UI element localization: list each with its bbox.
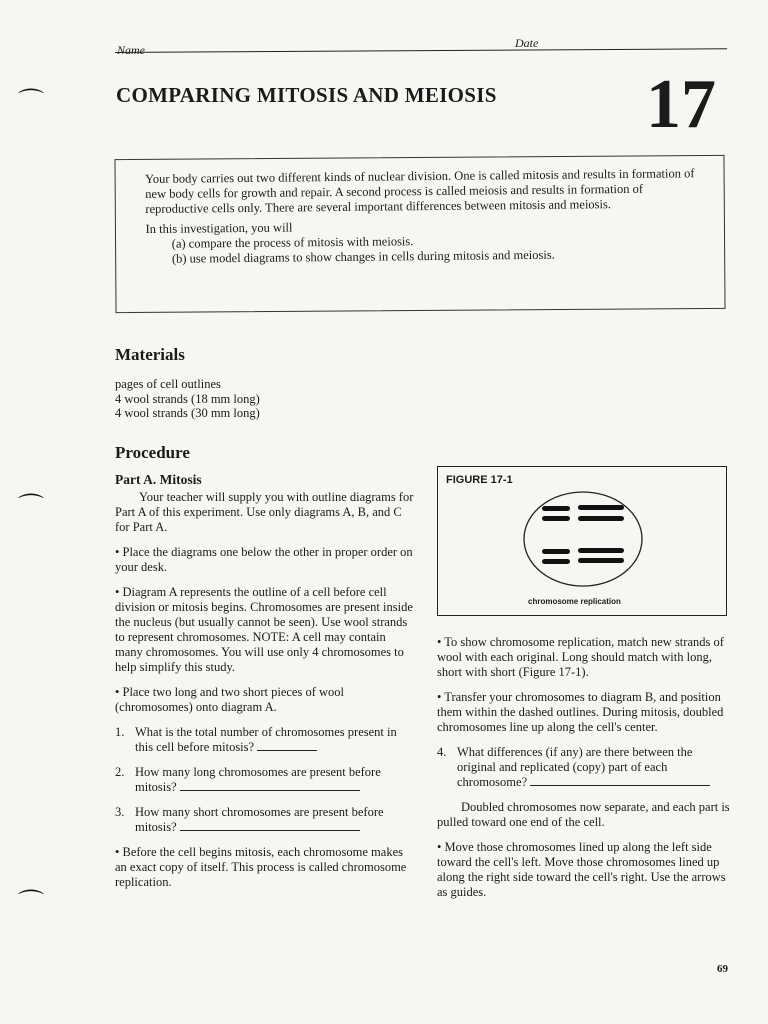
- chromosome: [542, 516, 570, 521]
- question-text: What differences (if any) are there between the original and replicated (copy) part of each chromosome?: [457, 745, 693, 789]
- question-2: [115, 765, 415, 795]
- question-number: 1.: [115, 725, 125, 739]
- answer-blank[interactable]: [257, 750, 317, 751]
- figure-label: FIGURE 17-1: [446, 474, 513, 486]
- question-1: [115, 725, 415, 755]
- answer-blank[interactable]: [180, 830, 360, 831]
- paragraph: Doubled chromosomes now separate, and each part is pulled toward one end of the cell.: [437, 800, 730, 829]
- chromosome: [542, 506, 570, 511]
- question-text: How many long chromosomes are present before mitosis?: [135, 765, 381, 794]
- procedure-heading: Procedure: [115, 443, 190, 462]
- chromosome: [578, 548, 624, 553]
- chromosome-pairs: [542, 505, 624, 564]
- question-4: [437, 745, 730, 790]
- objective-a: (a) compare the process of mitosis with meiosis.: [171, 234, 414, 251]
- margin-mark: ⌒: [18, 889, 45, 919]
- question-number: 4.: [437, 745, 447, 759]
- paragraph: • Transfer your chromosomes to diagram B, and position them within the dashed outlines. During mitosis, doubled chromosomes line up along the cell's center.: [437, 690, 724, 734]
- paragraph: • Place two long and two short pieces of wool (chromosomes) onto diagram A.: [115, 685, 344, 714]
- chromosome: [542, 549, 570, 554]
- paragraph: • Move those chromosomes lined up along the left side toward the cell's left. Move those chromosomes lined up along the right side toward the cell's right. Use the arrows as guides.: [437, 840, 726, 899]
- question-text: How many short chromosomes are present before mitosis?: [135, 805, 384, 834]
- objective-b: (b) use model diagrams to show changes in cells during mitosis and meiosis.: [171, 247, 555, 266]
- materials-list: [115, 377, 260, 421]
- question-3: [115, 805, 415, 835]
- intro-lead: In this investigation, you will: [145, 220, 293, 236]
- name-label: Name: [117, 43, 145, 57]
- figure-caption: chromosome replication: [528, 597, 621, 606]
- page-number: 69: [717, 963, 728, 975]
- question-text: What is the total number of chromosomes present in this cell before mitosis?: [135, 725, 397, 754]
- answer-blank[interactable]: [530, 785, 710, 786]
- chromosome: [578, 516, 624, 521]
- chromosome: [542, 559, 570, 564]
- chromosome: [578, 505, 624, 510]
- paragraph: Your teacher will supply you with outline diagrams for Part A of this experiment. Use only diagrams A, B, and C for Part A.: [115, 490, 414, 534]
- paragraph: • Diagram A represents the outline of a cell before cell division or mitosis begins. Chromosomes are present inside the nucleus (but usually cannot be seen). Use wool strands to represent chromosomes. NOTE: A cell may contain many chromosomes. You will use only 4 chromosomes to help simplify this study.: [115, 585, 413, 674]
- chapter-number: 17: [646, 66, 716, 143]
- intro-text: [145, 166, 701, 267]
- date-label: Date: [515, 36, 539, 50]
- intro-paragraph: Your body carries out two different kinds of nuclear division. One is called mitosis and results in formation of new body cells for growth and repair. A second process is called meiosis and results in formation of reproductive cells only. There are several important differences between mitosis and meiosis.: [145, 166, 695, 216]
- part-a-heading: Part A. Mitosis: [115, 472, 202, 487]
- answer-blank[interactable]: [180, 790, 360, 791]
- question-number: 2.: [115, 765, 125, 779]
- margin-mark: ⌒: [18, 88, 45, 118]
- materials-heading: Materials: [115, 345, 185, 364]
- page-title: COMPARING MITOSIS AND MEIOSIS: [116, 83, 497, 107]
- paragraph: • To show chromosome replication, match new strands of wool with each original. Long should match with long, short with short (Figure 17-1).: [437, 635, 724, 679]
- materials-item: 4 wool strands (18 mm long): [115, 391, 260, 406]
- paragraph: • Place the diagrams one below the other in proper order on your desk.: [115, 545, 413, 574]
- right-column: [437, 635, 730, 910]
- margin-mark: ⌒: [18, 493, 45, 523]
- materials-item: 4 wool strands (30 mm long): [115, 406, 260, 420]
- header-rule: [115, 48, 727, 53]
- materials-item: pages of cell outlines: [115, 377, 221, 391]
- chromosome-diagram: [520, 490, 650, 594]
- chromosome: [578, 558, 624, 563]
- left-column: [115, 490, 415, 900]
- paragraph: • Before the cell begins mitosis, each chromosome makes an exact copy of itself. This process is called chromosome replication.: [115, 845, 407, 889]
- question-number: 3.: [115, 805, 125, 819]
